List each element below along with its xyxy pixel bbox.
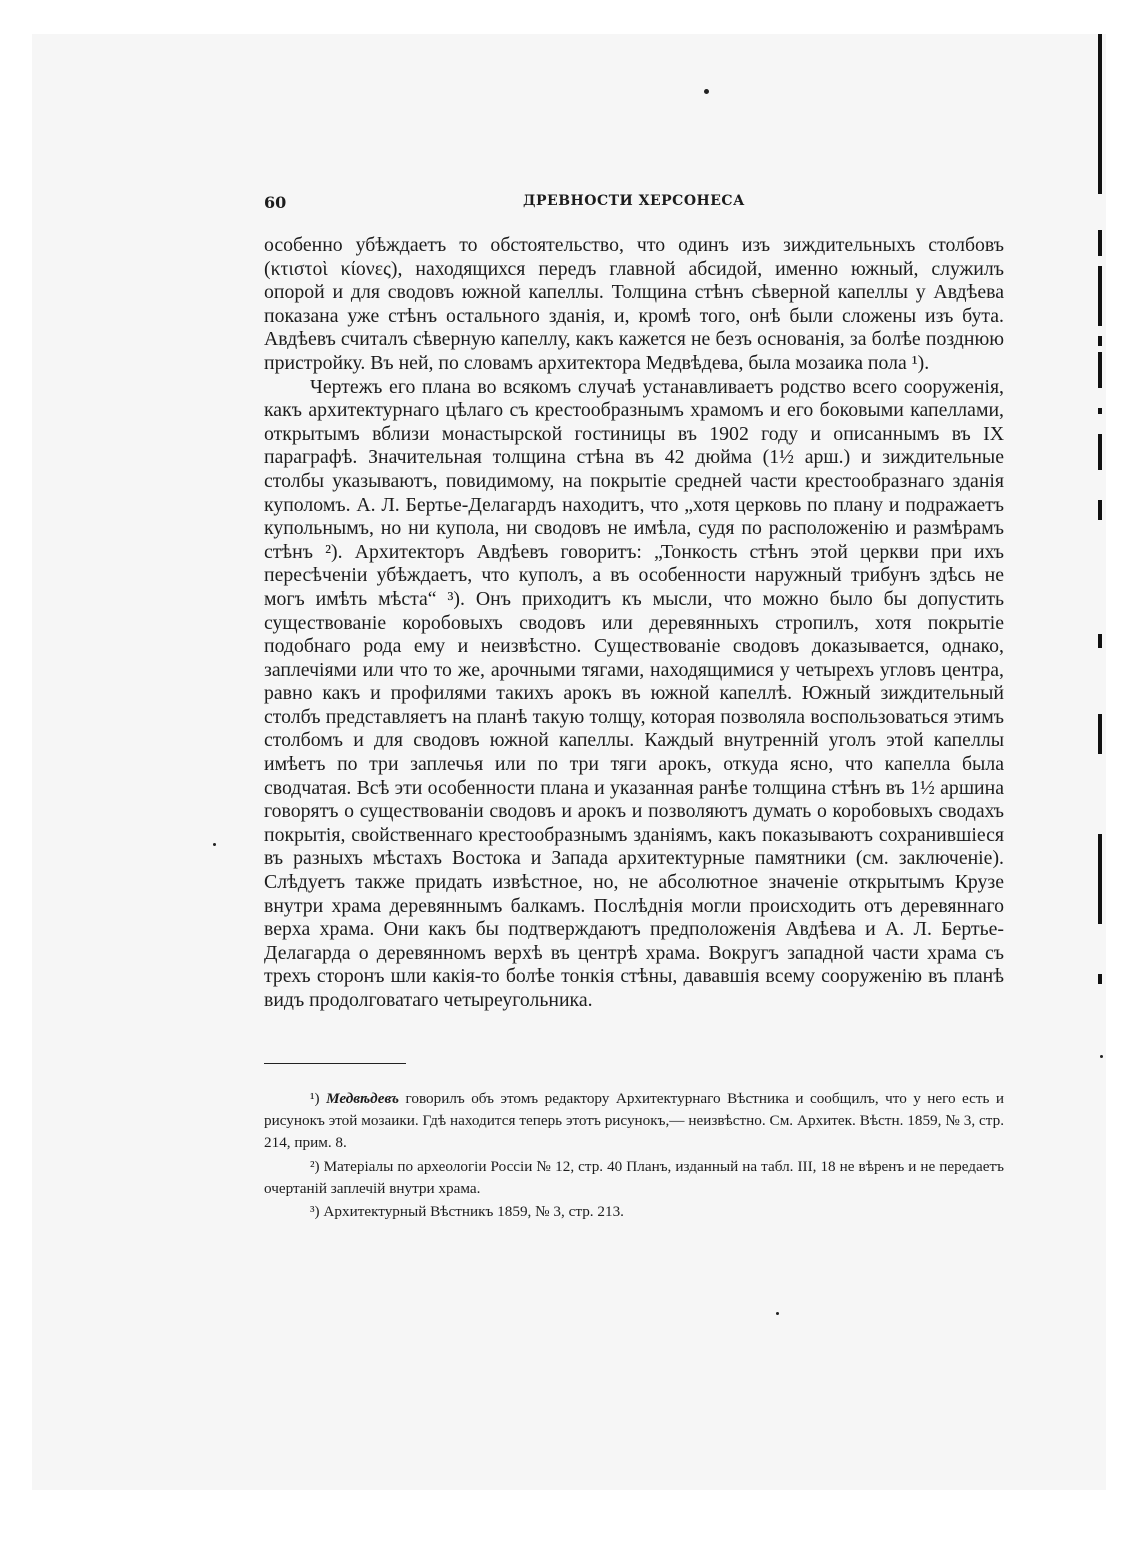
running-title: ДРЕВНОСТИ ХЕРСОНЕСА: [523, 193, 745, 209]
binding-edge-shadow: [1098, 34, 1108, 1560]
body-text: [264, 234, 1004, 1013]
footnotes: [264, 1088, 1004, 1223]
paragraph-2: Чертежъ его плана во всякомъ случаѣ устанавливаетъ родство всего сооруженія, какъ архитектурнаго цѣлаго съ крестообразнымъ храмомъ и его боковыми капеллами, открытымъ вблизи монастырской гостиницы въ 1902 году и описаннымъ въ IX параграфѣ. Значительная толщина стѣна въ 42 дюйма (1½ арш.) и зиждительные столбы указываютъ, повидимому, на покрытіе средней части крестообразнаго зданія куполомъ. А. Л. Бертье-Делагардъ находитъ, что „хотя церковь по плану и подражаетъ купольнымъ, но ни купола, ни сводовъ не имѣла, судя по расположенію и размѣрамъ стѣнъ ²). Архитекторъ Авдѣевъ говоритъ: „Тонкость стѣнъ этой церкви при ихъ пересѣченіи убѣждаетъ, что куполъ, а въ особенности наружный трибунъ здѣсь не могъ имѣть мѣста“ ³). Онъ приходитъ къ мысли, что можно было бы допустить существованіе коробовыхъ сводовъ или деревянныхъ стропилъ, хотя покрытіе подобнаго рода ему и неизвѣстно. Существованіе сводовъ доказывается, однако, заплечіями или что то же, арочными тягами, находящимися у четырехъ угловъ центра, равно какъ и профилями такихъ арокъ въ южной капеллѣ. Южный зиждительный столбъ представляетъ на планѣ такую толщу, которая позволяла воспользоваться этимъ столбомъ и для сводовъ южной капеллы. Каждый внутренній уголъ этой капеллы имѣетъ по три заплечья или по три тяги арокъ, откуда ясно, что капелла была сводчатая. Всѣ эти особенности плана и указанная ранѣе толщина стѣнъ въ 1½ аршина говорятъ о существованіи сводовъ и арокъ и позволяютъ думать о коробовыхъ сводахъ покрытія, свойственнаго крестообразнымъ зданіямъ, какъ показываютъ сохранившіеся въ разныхъ мѣстахъ Востока и Запада архитектурные памятники (см. заключеніе). Слѣдуетъ также придать извѣстное, но, не абсолютное значеніе открытымъ Крузе внутри храма деревяннымъ балкамъ. Послѣднія могли происходить отъ деревяннаго верха храма. Они какъ бы подтверждаютъ предположенія Авдѣева и А. Л. Бертье-Делагарда о деревянномъ верхѣ въ центрѣ храма. Вокругъ западной части храма съ трехъ сторонъ шли какія-то болѣе тонкія стѣны, дававшія всему сооруженію въ планѣ видъ продолговатаго четыреугольника.: [264, 375, 1004, 1011]
footnote-2: [264, 1156, 1004, 1200]
footnote-text: Архитектурный Вѣстникъ 1859, № 3, стр. 213.: [323, 1203, 624, 1221]
page-number: 60: [264, 193, 287, 212]
footnote-marker: ²): [310, 1157, 320, 1175]
paragraph-1: особенно убѣждаетъ то обстоятельство, что одинъ изъ зиждительныхъ столбовъ (κτιστοὶ κίονες), находящихся передъ главной абсидой, именно южный, служилъ опорой и для сводовъ южной капеллы. Толщина стѣнъ сѣверной капеллы у Авдѣева показана уже стѣнъ остального зданія, и, кромѣ того, онѣ были сложены изъ бута. Авдѣевъ считалъ сѣверную капеллу, какъ кажется не безъ основанія, за болѣе позднюю пристройку. Въ ней, по словамъ архитектора Медвѣдева, была мозаика пола ¹).: [264, 234, 1004, 374]
footnote-text: говорилъ объ этомъ редактору Архитектурнаго Вѣстника и сообщилъ, что у него есть и рисунокъ этой мозаики. Гдѣ находится теперь этотъ рисунокъ,— неизвѣстно. См. Архитек. Вѣстн. 1859, № 3, стр. 214, прим. 8.: [264, 1090, 1005, 1152]
footnote-marker: ¹): [310, 1090, 320, 1107]
footnote-marker: ³): [310, 1203, 320, 1221]
footnote-text: Матеріалы по археологіи Россіи № 12, стр. 40 Планъ, изданный на табл. III, 18 не вѣренъ и не передаетъ очертаній заплечій внутри храма.: [264, 1157, 1004, 1197]
scan-speck: [1100, 1055, 1103, 1058]
footnote-1: [264, 1088, 1004, 1155]
footnote-divider: [264, 1063, 406, 1064]
scan-speck: [704, 89, 709, 94]
scan-speck: [776, 1312, 779, 1315]
footnote-author: Медвѣдевъ: [326, 1090, 400, 1107]
footnote-3: [264, 1201, 1004, 1223]
scan-speck: [213, 843, 216, 846]
